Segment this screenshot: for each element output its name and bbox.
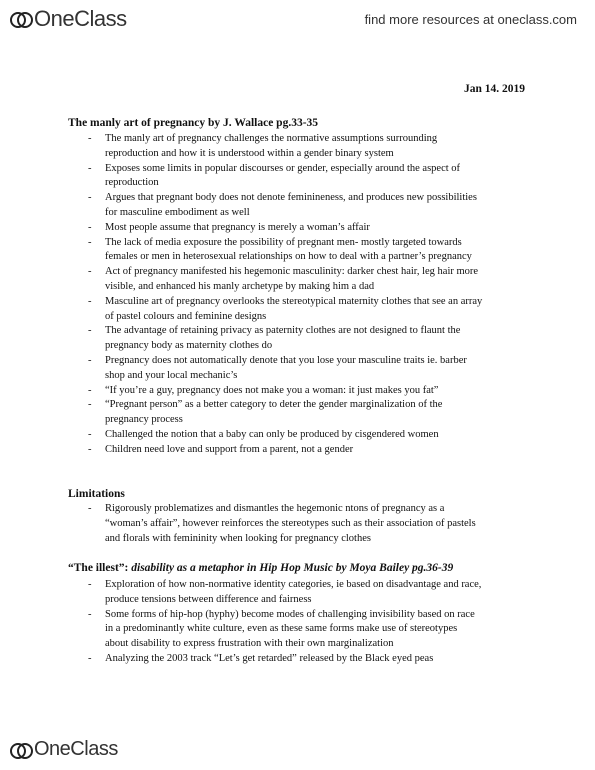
bullet-item-line [0,652,505,667]
bullet-text: pregnancy body as maternity clothes do [105,340,273,352]
bullet-text: females or men in heterosexual relationships on how to deal with a partner’s pregnancy [105,251,472,263]
section-list-limitations [0,502,505,546]
bullet-text: shop and your local mechanic’s [105,369,238,381]
bullet-dash: - [88,236,92,248]
bullet-item-line [0,176,505,191]
bullet-item-line [0,637,505,652]
bullet-text: The manly art of pregnancy challenges the normative assumptions surrounding [105,133,438,144]
bullet-dash: - [88,133,92,144]
bullet-item-line [0,280,505,295]
bullet-text: about disability to express frustration with their own marginalization [105,638,394,650]
bullet-dash: - [88,295,92,307]
bullet-item-line [0,191,505,206]
bullet-text: Most people assume that pregnancy is merely a woman’s affair [105,221,370,233]
bullet-text: visible, and enhanced his manly archetype by making him a dad [105,280,375,292]
bullet-item-line [0,221,505,236]
bullet-item-line [0,443,505,458]
bullet-item-line [0,502,505,517]
bullet-item-line [0,162,505,177]
bullet-dash: - [88,266,92,278]
oneclass-logo[interactable] [10,6,127,32]
bullet-item-line [0,250,505,265]
bullet-text: Act of pregnancy manifested his hegemonic masculinity: darker chest hair, leg hair more [105,266,479,278]
document-date: Jan 14. 2019 [463,83,525,95]
section-list-manly-art [0,132,505,458]
bullet-item-line [0,608,505,623]
bullet-text: Rigorously problematizes and dismantles the hegemonic ntons of pregnancy as a [105,503,445,514]
bullet-text: Exploration of how non-normative identity categories, ie based on disadvantage and race, [105,579,482,590]
oneclass-logo-icon [10,739,32,761]
bullet-item-line [0,354,505,369]
oneclass-logo-icon [10,8,32,30]
bullet-text: “woman’s affair”, however reinforces the stereotypes such as their association of pastels [105,517,476,529]
bullet-item-line [0,622,505,637]
bullet-dash: - [88,443,92,455]
bullet-text: Exposes some limits in popular discourses or gender, especially around the aspect of [105,162,461,174]
bullet-text: Masculine art of pregnancy overlooks the stereotypical maternity clothes that see an array [105,295,483,307]
section-title-illest-part2: disability as a metaphor in Hip Hop Music by Moya Bailey pg.36-39 [131,562,454,574]
bullet-item-line [0,593,505,608]
bullet-dash: - [88,162,92,174]
bullet-item-line [0,324,505,339]
bullet-text: The lack of media exposure the possibility of pregnant men- mostly targeted towards [105,236,462,248]
bullet-text: Some forms of hip-hop (hyphy) become modes of challenging invisibility based on race [105,608,475,620]
bullet-text: produce tensions between difference and fairness [105,593,312,605]
bullet-item-line [0,413,505,428]
bullet-item-line [0,398,505,413]
bullet-dash: - [88,608,92,620]
bullet-text: “If you’re a guy, pregnancy does not make you a woman: it just makes you fat” [105,384,439,396]
bullet-item-line [0,384,505,399]
bullet-text: Argues that pregnant body does not denote feminineness, and produces new possibilities [105,192,477,204]
bullet-text: of pastel colours and feminine designs [105,310,267,322]
section-title-manly-art: The manly art of pregnancy by J. Wallace pg.33-35 [68,117,319,129]
bullet-text: Children need love and support from a parent, not a gender [105,443,354,455]
bullet-dash: - [88,192,92,204]
bullet-dash: - [88,384,92,396]
bullet-text: “Pregnant person” as a better category to deter the gender marginalization of the [105,399,443,411]
bullet-dash: - [88,354,92,366]
bullet-text: in a predominantly white culture, even as these same forms make use of stereotypes [105,623,458,635]
bullet-item-line [0,517,505,532]
section-title-limitations: Limitations [68,488,125,500]
bullet-item-line [0,295,505,310]
bullet-text: Challenged the notion that a baby can only be produced by cisgendered women [105,428,439,440]
bullet-text: for masculine embodiment as well [105,206,250,218]
bullet-item-line [0,206,505,221]
footer-logo-text: OneClass [34,738,118,760]
bullet-text: Analyzing the 2003 track “Let’s get retarded” released by the Black eyed peas [105,652,434,664]
bullet-dash: - [88,221,92,233]
bullet-dash: - [88,399,92,411]
page-header [0,0,595,40]
bullet-text: Pregnancy does not automatically denote that you lose your masculine traits ie. barber [105,354,467,366]
bullet-item-line [0,428,505,443]
bullet-dash: - [88,652,92,664]
bullet-item-line [0,310,505,325]
bullet-item-line [0,532,505,547]
bullet-dash: - [88,428,92,440]
bullet-dash: - [88,579,92,590]
bullet-item-line [0,369,505,384]
bullet-item-line [0,265,505,280]
bullet-item-line [0,236,505,251]
bullet-item-line [0,578,505,593]
logo-text: OneClass [34,6,127,31]
bullet-dash: - [88,325,92,337]
section-title-illest-part1: “The illest”: [68,562,132,574]
footer-logo[interactable] [10,738,118,761]
bullet-text: The advantage of retaining privacy as paternity clothes are not designed to flaunt the [105,325,461,337]
bullet-text: pregnancy process [105,414,183,426]
bullet-text: reproduction [105,177,159,189]
bullet-text: and florals with femininity when looking for pregnancy clothes [105,532,371,544]
bullet-item-line [0,132,505,147]
section-list-illest [0,578,505,667]
bullet-item-line [0,339,505,354]
section-title-illest [68,562,453,574]
bullet-dash: - [88,503,92,514]
bullet-item-line [0,147,505,162]
bullet-text: reproduction and how it is understood within a gender binary system [105,147,394,159]
find-resources-link[interactable]: find more resources at oneclass.com [364,12,577,27]
